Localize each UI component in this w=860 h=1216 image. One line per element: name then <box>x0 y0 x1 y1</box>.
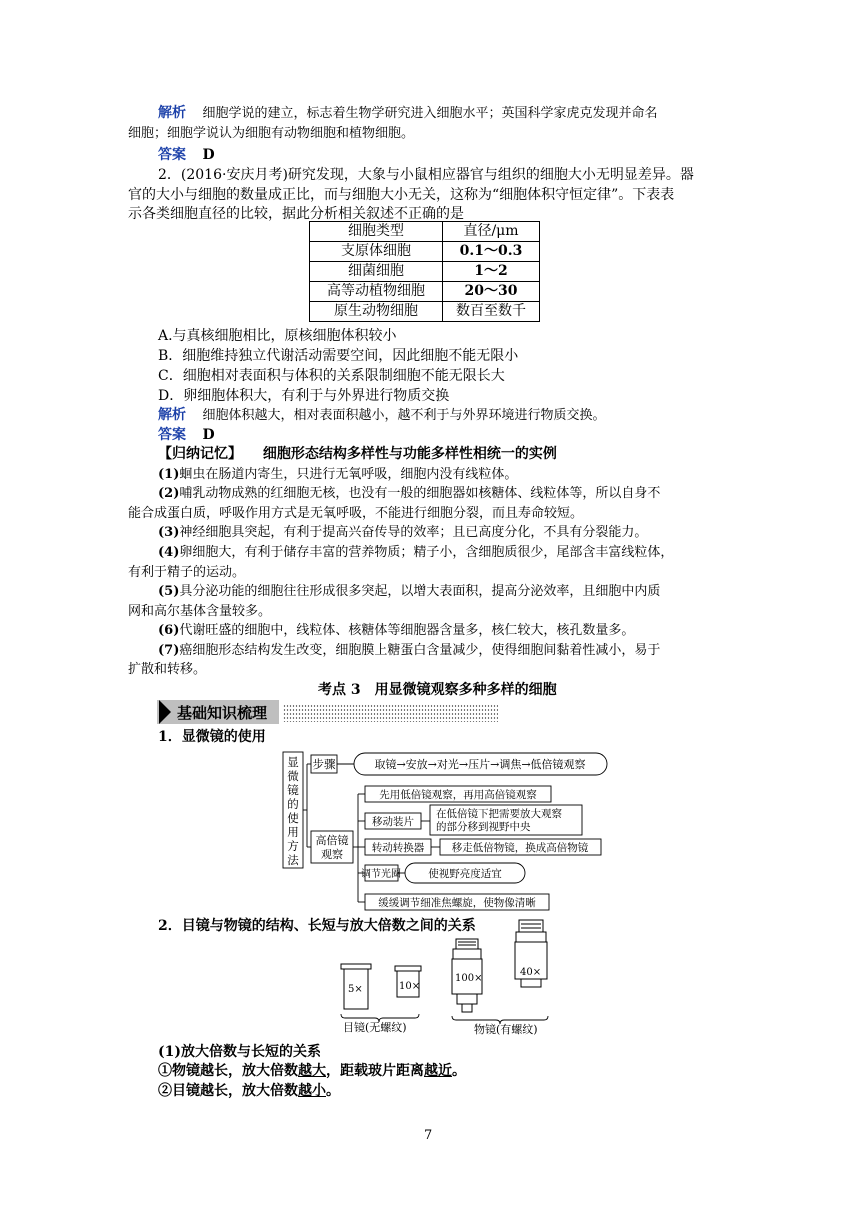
root-char: 使 <box>287 811 299 825</box>
summary-title-text: 细胞形态结构多样性与功能多样性相统一的实例 <box>262 446 557 462</box>
item-number: (6) <box>158 623 180 638</box>
table-header: 直径/μm <box>443 222 540 242</box>
item-text: 具分泌功能的细胞往往形成很多突起，以增大表面积，提高分泌效率，且细胞中内质 <box>179 584 661 599</box>
objective-caption: 物镜(有螺纹) <box>474 1023 538 1036</box>
page-number: 7 <box>424 1128 433 1143</box>
analysis-text-cont: 细胞；细胞学说认为细胞有动物细胞和植物细胞。 <box>128 126 415 141</box>
root-char: 微 <box>287 769 299 783</box>
item-number: (4) <box>158 545 180 560</box>
section-heading: 考点 3 用显微镜观察多种多样的细胞 <box>318 682 557 698</box>
relation-text: ①物镜越长，放大倍数 <box>158 1063 298 1079</box>
table-cell: 1～2 <box>443 262 540 282</box>
table-cell: 细菌细胞 <box>310 262 443 282</box>
subheading-lens-relation: 2．目镜与物镜的结构、长短与放大倍数之间的关系 <box>158 918 476 934</box>
item-text: 代谢旺盛的细胞中，线粒体、核糖体等细胞器含量多，核仁较大，核孔数量多。 <box>179 623 635 638</box>
item-text: 神经细胞具突起，有利于提高兴奋传导的效率；且已高度分化，不具有分裂能力。 <box>179 525 648 540</box>
option-d: D．卵细胞体积大，有利于与外界进行物质交换 <box>158 388 450 404</box>
steps-text: 取镜→安放→对光→压片→调焦→低倍镜观察 <box>374 758 586 771</box>
eyepiece-10x-label: 10× <box>399 981 421 992</box>
summary-title-bracket: 【归纳记忆】 <box>158 446 242 462</box>
root-char: 法 <box>287 853 299 867</box>
root-char: 用 <box>287 825 299 839</box>
question-2-line-3: 示各类细胞直径的比较，据此分析相关叙述不正确的是 <box>128 206 464 222</box>
relation-answer: 越小 <box>298 1083 326 1099</box>
question-2-line-1: 2．(2016·安庆月考)研究发现，大象与小鼠相应器官与组织的细胞大小无明显差异。器 <box>158 167 694 183</box>
eyepiece-caption: 目镜(无螺纹) <box>343 1021 407 1034</box>
relation-line-1 <box>158 1061 466 1081</box>
answer-value: D <box>202 427 215 443</box>
high-power-label: 高倍镜 <box>315 834 349 847</box>
relation-answer: 越大 <box>298 1063 326 1079</box>
root-char: 显 <box>287 755 299 769</box>
item-text: 卵细胞大，有利于储存丰富的营养物质；精子小，含细胞质很少，尾部含丰富线粒体， <box>179 545 674 560</box>
eyepiece-5x-label: 5× <box>348 984 363 995</box>
branch-text-5: 缓缓调节细准焦螺旋，使物像清晰 <box>378 897 536 909</box>
answer-label: 答案 <box>158 427 186 443</box>
root-char: 的 <box>287 797 299 811</box>
table-cell: 原生动物细胞 <box>310 302 443 322</box>
item-number: (7) <box>158 643 180 658</box>
steps-label: 步骤 <box>312 757 336 771</box>
banner-label: 基础知识梳理 <box>177 703 268 722</box>
summary-item-7-cont: 扩散和转移。 <box>128 662 207 677</box>
relation-line-2 <box>158 1081 340 1101</box>
item-text: 癌细胞形态结构发生改变，细胞膜上糖蛋白含量减少，使得细胞间黏着性减小，易于 <box>179 643 661 658</box>
answer-value: D <box>202 147 215 163</box>
item-text: 蛔虫在肠道内寄生，只进行无氧呼吸，细胞内没有线粒体。 <box>179 467 518 482</box>
high-power-label: 观察 <box>321 848 343 861</box>
branch-detail-2b: 的部分移到视野中央 <box>436 821 531 833</box>
table-header: 细胞类型 <box>310 222 443 242</box>
root-char: 镜 <box>287 783 299 797</box>
relation-text: ，距载玻片距离 <box>326 1063 424 1079</box>
relation-title: (1)放大倍数与长短的关系 <box>158 1044 321 1060</box>
relation-answer: 越近 <box>424 1063 452 1079</box>
option-a: A.与真核细胞相比，原核细胞体积较小 <box>158 328 397 344</box>
table-cell: 20～30 <box>443 282 540 302</box>
table-cell: 支原体细胞 <box>310 242 443 262</box>
analysis-text: 细胞体积越大，相对表面积越小，越不利于与外界环境进行物质交换。 <box>202 408 606 423</box>
branch-detail-4: 使视野亮度适宜 <box>428 868 502 880</box>
summary-item-5-cont: 网和高尔基体含量较多。 <box>128 604 272 619</box>
branch-detail-2a: 在低倍镜下把需要放大观察 <box>436 808 562 820</box>
branch-label-3: 转动转换器 <box>371 842 425 854</box>
branch-text-1: 先用低倍镜观察，再用高倍镜观察 <box>379 789 537 801</box>
branch-label-2: 移动装片 <box>372 816 414 828</box>
table-cell: 数百至数千 <box>443 302 540 322</box>
analysis-label: 解析 <box>158 407 186 423</box>
objective-100x-label: 100× <box>455 973 483 984</box>
relation-text: ②目镜越长，放大倍数 <box>158 1083 298 1099</box>
summary-item-4-cont: 有利于精子的运动。 <box>128 565 246 580</box>
summary-item-2-cont: 能合成蛋白质，呼吸作用方式是无氧呼吸，不能进行细胞分裂，而且寿命较短。 <box>128 506 584 521</box>
objective-40x-label: 40× <box>520 967 542 978</box>
analysis-label: 解析 <box>158 105 186 121</box>
branch-label-4: 调节光圈 <box>361 869 401 880</box>
answer-label: 答案 <box>158 147 186 163</box>
table-cell: 0.1～0.3 <box>443 242 540 262</box>
option-b: B．细胞维持独立代谢活动需要空间，因此细胞不能无限小 <box>158 348 519 364</box>
item-number: (5) <box>158 584 180 599</box>
question-2-line-2: 官的大小与细胞的数量成正比，而与细胞大小无关，这称为“细胞体积守恒定律”。下表表 <box>128 187 675 203</box>
item-text: 哺乳动物成熟的红细胞无核，也没有一般的细胞器如核糖体、线粒体等，所以自身不 <box>179 486 661 501</box>
branch-detail-3: 移走低倍物镜，换成高倍物镜 <box>451 842 589 854</box>
analysis-text: 细胞学说的建立，标志着生物学研究进入细胞水平；英国科学家虎克发现并命名 <box>202 106 658 121</box>
item-number: (1) <box>158 467 180 482</box>
relation-text: 。 <box>452 1063 466 1079</box>
item-number: (3) <box>158 525 180 540</box>
relation-text: 。 <box>326 1083 340 1099</box>
item-number: (2) <box>158 486 180 501</box>
subheading-microscope-use: 1．显微镜的使用 <box>158 729 266 745</box>
root-char: 方 <box>287 839 299 853</box>
option-c: C．细胞相对表面积与体积的关系限制细胞不能无限长大 <box>158 368 505 384</box>
table-cell: 高等动植物细胞 <box>310 282 443 302</box>
